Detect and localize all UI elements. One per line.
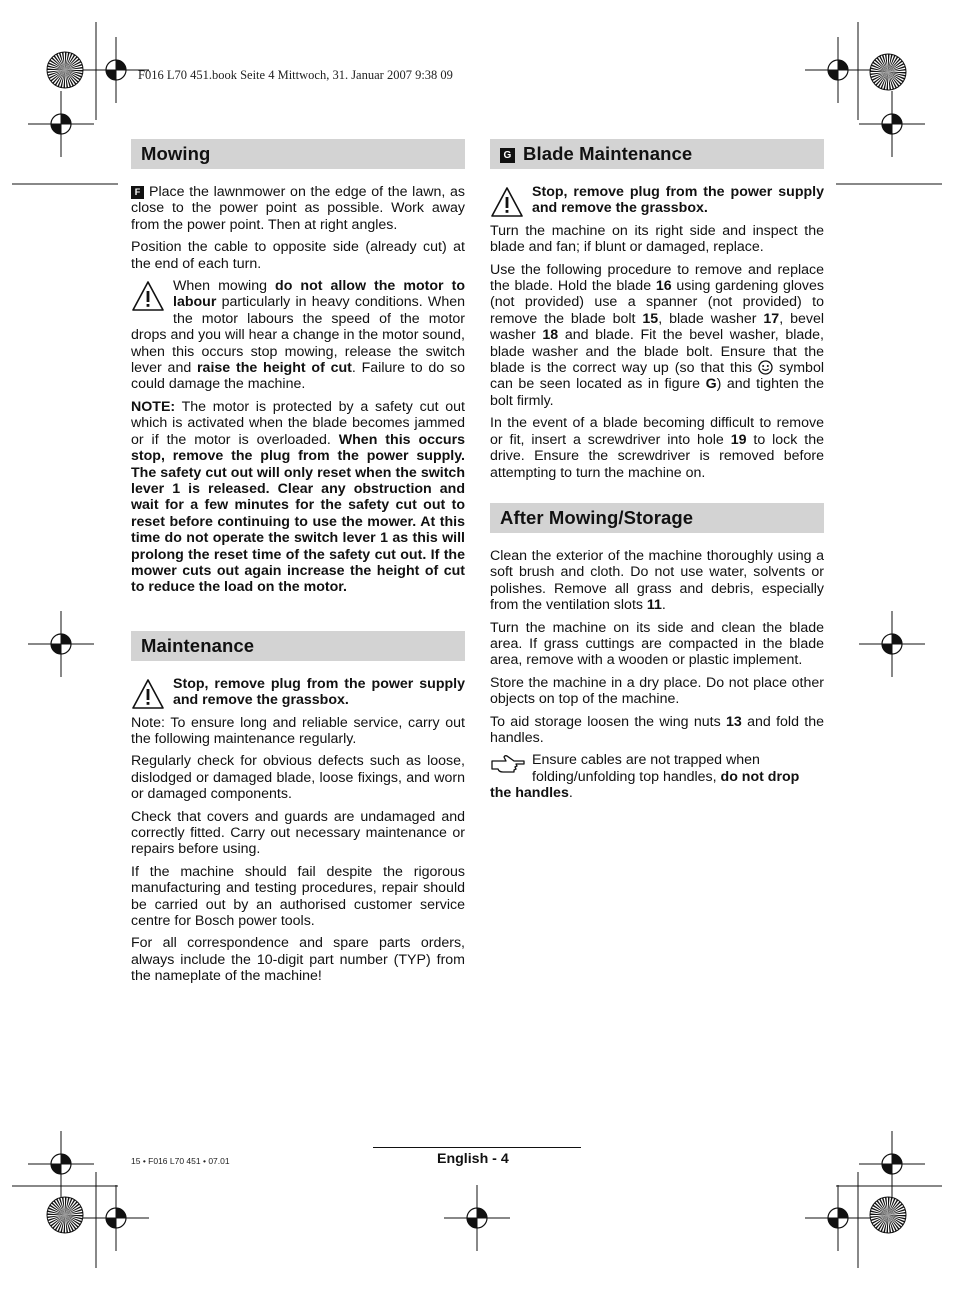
smiley-icon: [758, 360, 773, 375]
footer-doc-code: 15 • F016 L70 451 • 07.01: [131, 1156, 230, 1166]
blade-warning: Stop, remove plug from the power supply and remove the grassbox.: [490, 184, 824, 217]
star-target-icon: [869, 1196, 907, 1234]
mowing-warning: When mowing do not allow the motor to labour particularly in heavy conditions. When the motor labours the speed of the motor drops and you will hear a change in the motor sound, when this occurs stop mowing, release the switch lever and raise the height of cut. Failure to do so could damage the machine.: [131, 278, 465, 393]
left-column: [131, 139, 465, 991]
section-heading-mowing: Mowing: [131, 139, 465, 169]
figure-badge-g: G: [500, 148, 515, 163]
warning-triangle-icon: [490, 186, 524, 218]
footer-page-number: English - 4: [437, 1151, 509, 1167]
star-target-icon: [46, 1196, 84, 1234]
pointing-hand-icon: [490, 753, 526, 775]
star-target-icon: [869, 53, 907, 91]
print-header: F016 L70 451.book Seite 4 Mittwoch, 31. Januar 2007 9:38 09: [138, 68, 453, 82]
maintenance-warning: Stop, remove plug from the power supply and remove the grassbox.: [131, 676, 465, 709]
maintenance-paragraph-1: Note: To ensure long and reliable service, carry out the following maintenance regularly.: [131, 714, 465, 747]
storage-paragraph-2: Turn the machine on its side and clean the blade area. If grass cuttings are compacted in the blade area, remove with a wooden or plastic implement.: [490, 619, 824, 669]
maintenance-paragraph-4: If the machine should fail despite the rigorous manufacturing and testing procedures, repair should be carried out by an authorised customer service centre for Bosch power tools.: [131, 863, 465, 930]
mowing-note: NOTE: The motor is protected by a safety cut out which is activated when the blade becomes jammed or if the motor is overloaded. When this occurs stop, remove the plug from the power supply. The safety cut out will only reset when the switch lever 1 is released. Clear any obstruction and wait for a few minutes for the safety cut out to reset before continuing to use the mower. At this time do not operate the switch lever 1 as this will prolong the reset time of the safety cut out. If the mower cuts out again increase the height of cut to reduce the load on the motor.: [131, 398, 465, 596]
section-heading-blade-maintenance: G Blade Maintenance: [490, 139, 824, 169]
mowing-paragraph-1: F Place the lawnmower on the edge of the lawn, as close to the power point as possible. Work away from the power point. Then at right angles.: [131, 184, 465, 233]
warning-triangle-icon: [131, 280, 165, 312]
blade-paragraph-2: Use the following procedure to remove and replace the blade. Hold the blade 16 using gardening gloves (not provided) use a spanner (not provided) to remove the blade bolt 15, blade washer 17, bevel washer 18 and blade. Fit the bevel washer, blade, blade washer and the blade bolt. Ensure that the blade is the correct way up (so that this symbol can be seen located as in figure G) and tighten the bolt firmly.: [490, 261, 825, 409]
maintenance-paragraph-2: Regularly check for obvious defects such as loose, dislodged or damaged blade, loose fixings, and worn or damaged components.: [131, 753, 465, 803]
storage-tip: Ensure cables are not trapped when folding/unfolding top handles, do not drop the handles.: [490, 752, 800, 802]
right-column: [490, 139, 824, 808]
maintenance-paragraph-5: For all correspondence and spare parts orders, always include the 10-digit part number (TYP) from the nameplate of the machine!: [131, 935, 465, 985]
section-heading-after-mowing-storage: After Mowing/Storage: [490, 503, 824, 533]
section-heading-maintenance: Maintenance: [131, 631, 465, 661]
storage-paragraph-1: Clean the exterior of the machine thoroughly using a soft brush and cloth. Do not use water, solvents or polishes. Remove all grass and debris, especially from the ventilation slots 11.: [490, 547, 824, 614]
warning-triangle-icon: [131, 678, 165, 710]
blade-paragraph-1: Turn the machine on its right side and inspect the blade and fan; if blunt or damaged, replace.: [490, 222, 824, 256]
maintenance-paragraph-3: Check that covers and guards are undamaged and correctly fitted. Carry out necessary maintenance or repairs before using.: [131, 808, 465, 858]
star-target-icon: [46, 51, 84, 89]
storage-paragraph-3: Store the machine in a dry place. Do not place other objects on top of the machine.: [490, 674, 824, 708]
blade-paragraph-3: In the event of a blade becoming difficult to remove or fit, insert a screwdriver into hole 19 to lock the drive. Ensure the screwdriver is removed before attempting to turn the machine on.: [490, 415, 824, 481]
figure-badge-f: F: [131, 186, 144, 199]
footer-rule: [373, 1147, 581, 1148]
mowing-paragraph-2: Position the cable to opposite side (already cut) at the end of each turn.: [131, 239, 465, 272]
storage-paragraph-4: To aid storage loosen the wing nuts 13 and fold the handles.: [490, 713, 825, 746]
